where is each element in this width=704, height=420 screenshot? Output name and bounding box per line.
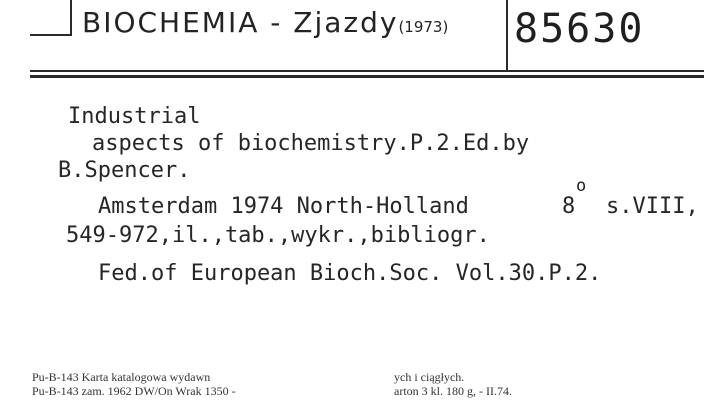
entry-format-superscript: o xyxy=(576,176,587,196)
header-rule-bottom xyxy=(30,75,704,78)
subject-heading-text: BIOCHEMIA - Zjazdy xyxy=(82,6,399,39)
subject-heading-year: (1973) xyxy=(398,18,449,36)
heading-call-number-divider xyxy=(506,0,508,72)
entry-title-line1: Industrial xyxy=(68,104,201,129)
entry-imprint-pages: s.VIII, xyxy=(606,194,699,219)
footer-right-line2: arton 3 kl. 180 g, - II.74. xyxy=(394,384,512,398)
footer-left-line1: Pu-B-143 Karta katalogowa wydawn xyxy=(32,370,211,384)
footer-left-line2: Pu-B-143 zam. 1962 DW/On Wrak 1350 - xyxy=(32,384,236,398)
entry-imprint-format: 8 xyxy=(562,194,576,219)
heading-underline-left xyxy=(30,34,70,36)
entry-collation: 549-972,il.,tab.,wykr.,bibliogr. xyxy=(66,223,490,248)
entry-title-line2: aspects of biochemistry.P.2.Ed.by xyxy=(92,131,530,156)
footer-right-line1: ych i ciągłych. xyxy=(394,370,465,384)
heading-left-rule xyxy=(70,0,72,36)
header-rule-top xyxy=(30,70,704,72)
entry-series: Fed.of European Bioch.Soc. Vol.30.P.2. xyxy=(98,261,602,286)
entry-editor: B.Spencer. xyxy=(58,158,191,183)
subject-heading xyxy=(82,6,448,39)
entry-imprint-place: Amsterdam 1974 North-Holland xyxy=(98,194,469,219)
call-number: 85630 xyxy=(514,6,645,52)
